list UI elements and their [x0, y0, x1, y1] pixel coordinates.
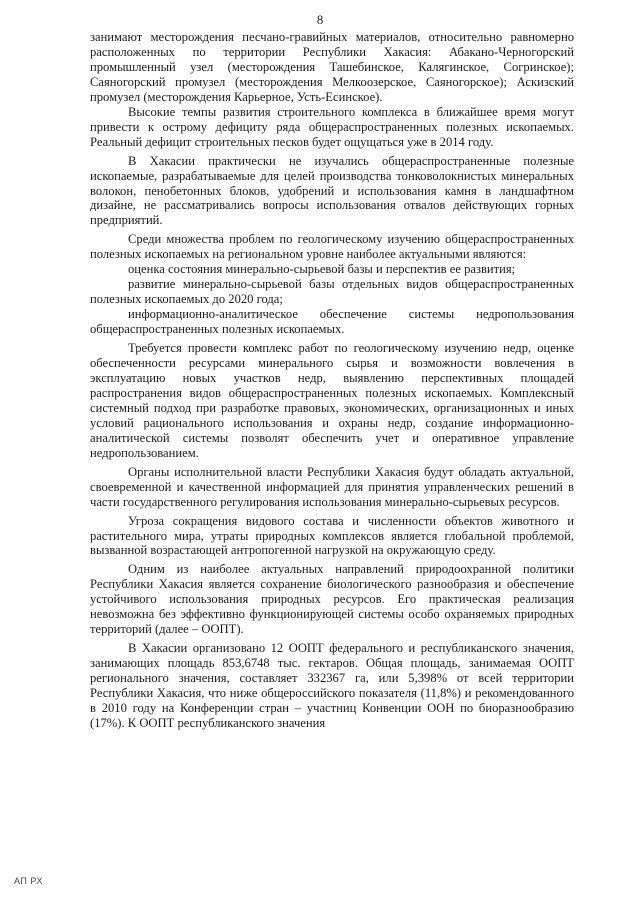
- paragraph: Одним из наиболее актуальных направлений природоохранной политики Республики Хакасия является сохранение биологического разнообразия и обеспечение устойчивого использования природных ресурсов. Его практическая реализация невозможна без эффективно функционирующей системы особо охраняемых природных территорий (далее – ООПТ).: [90, 562, 574, 637]
- paragraph: Среди множества проблем по геологическому изучению общераспространенных полезных ископаемых на региональном уровне наиболее актуальными являются:: [90, 232, 574, 262]
- footer-mark: АП РХ: [14, 876, 43, 886]
- page-number: 8: [316, 13, 324, 27]
- document-body: [90, 30, 574, 731]
- paragraph: В Хакасии организовано 12 ООПТ федерального и республиканского значения, занимающих площадь 853,6748 тыс. гектаров. Общая площадь, занимаемая ООПТ регионального значения, составляет 332367 га, или 5,398% от всей территории Республики Хакасия, что ниже общероссийского показателя (11,8%) и рекомендованного в 2010 году на Конференции стран – участниц Конвенции ООН по биоразнообразию (17%). К ООПТ республиканского значения: [90, 641, 574, 730]
- paragraph: Требуется провести комплекс работ по геологическому изучению недр, оценке обеспеченности ресурсами минерального сырья и возможности вовлечения в эксплуатацию новых участков недр, выявлению перспективных площадей распространения видов общераспространенных полезных ископаемых. Комплексный системный подход при разработке правовых, экономических, организационных и иных условий рационального использования и охраны недр, создание информационно-аналитической системы позволят обеспечить учет и оперативное управление недропользованием.: [90, 341, 574, 460]
- paragraph: Высокие темпы развития строительного комплекса в ближайшее время могут привести к острому дефициту ряда общераспространенных полезных ископаемых. Реальный дефицит строительных песков будет ощущаться уже в 2014 году.: [90, 104, 574, 149]
- paragraph: В Хакасии практически не изучались общераспространенные полезные ископаемые, разрабатываемые для целей производства тонковолокнистых минеральных волокон, пенобетонных блоков, удобрений и использования камня в ландшафтном дизайне, не рассматривались вопросы использования отвалов действующих горных предприятий.: [90, 153, 574, 228]
- list-item: оценка состояния минерально-сырьевой базы и перспектив ее развития;: [128, 262, 516, 277]
- paragraph: Органы исполнительной власти Республики Хакасия будут обладать актуальной, своевременной и качественной информацией для принятия управленческих решений в части государственного регулирования использования минерально-сырьевых ресурсов.: [90, 464, 574, 509]
- paragraph: Угроза сокращения видового состава и численности объектов животного и растительного мира, утраты природных комплексов является глобальной проблемой, вызванной возрастающей антропогенной нагрузкой на окружающую среду.: [90, 513, 574, 558]
- paragraph: занимают месторождения песчано-гравийных материалов, относительно равномерно расположенных по территории Республики Хакасия: Абакано-Черногорский промышленный узел (месторождения Ташебинское, Калягинское, Согринское); Саяногорский промузел (месторождения Мелкоозерское, Саяногорское); Аскизский промузел (месторождения Карьерное, Усть-Есинское).: [90, 30, 574, 104]
- list-item: информационно-аналитическое обеспечение системы недропользования общераспространенных полезных ископаемых.: [90, 307, 574, 337]
- list-item: развитие минерально-сырьевой базы отдельных видов общераспространенных полезных ископаемых до 2020 года;: [90, 277, 574, 307]
